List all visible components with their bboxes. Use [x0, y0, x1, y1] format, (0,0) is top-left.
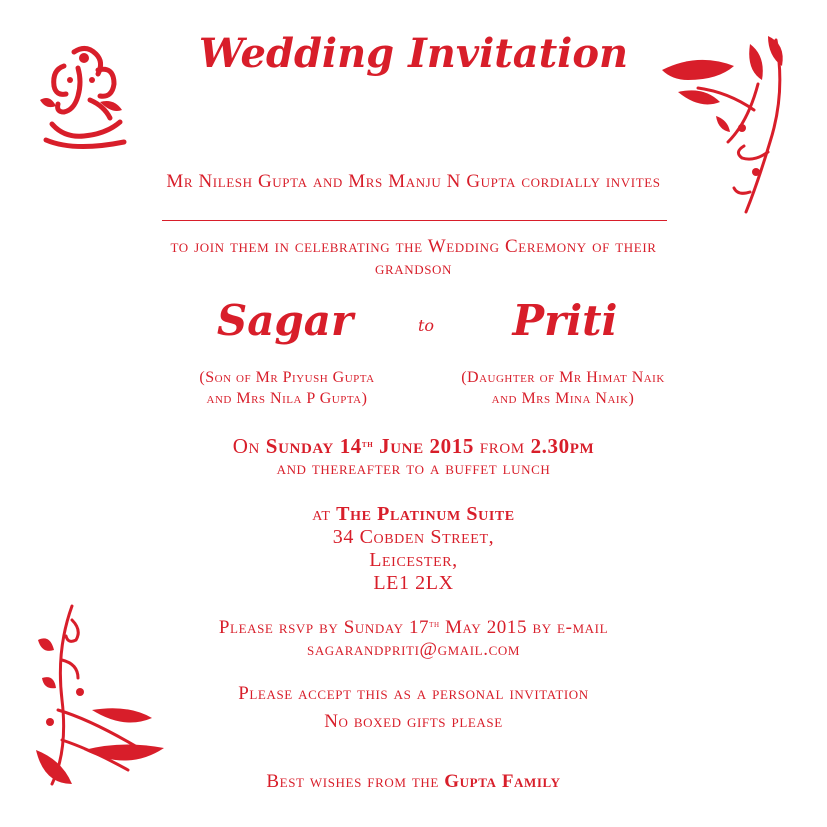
venue-street: 34 Cobden Street, — [332, 526, 495, 548]
rsvp-day-suffix: th — [429, 619, 440, 630]
date-prefix: On — [232, 434, 260, 458]
connector-text: to — [417, 316, 435, 335]
venue-postcode: LE1 2LX — [373, 572, 454, 594]
rsvp-email: sagarandpriti@gmail.com — [306, 639, 520, 660]
rsvp-line: Please rsvp by Sunday 17th May 2015 by e-mail — [218, 617, 609, 638]
invitation-title: Wedding Invitation — [198, 30, 629, 77]
name-divider — [162, 220, 667, 221]
venue-prefix: at — [312, 503, 331, 525]
venue-city: Leicester, — [369, 549, 458, 571]
bride-name: Priti — [512, 296, 618, 345]
closing-prefix: Best wishes from the — [266, 771, 439, 792]
join-line-2: grandson — [374, 258, 453, 279]
closing-family: Gupta Family — [444, 771, 561, 792]
join-line-1: to join them in celebrating the Wedding Ceremony of their — [170, 236, 657, 257]
groom-parents-line-1: (Son of Mr Piyush Gupta — [199, 369, 375, 386]
personal-invitation-note: Please accept this as a personal invitation — [238, 683, 589, 704]
date-day-suffix: th — [361, 439, 374, 450]
venue-line — [0, 504, 827, 524]
date-line — [0, 436, 827, 457]
venue-name: The Platinum Suite — [336, 503, 515, 525]
groom-parents-line-2: and Mrs Nila P Gupta) — [206, 390, 368, 407]
hosts-line: Mr Nilesh Gupta and Mrs Manju N Gupta cordially invites — [166, 171, 661, 192]
closing-line — [0, 772, 827, 791]
date-time: 2.30pm — [530, 434, 595, 458]
gifts-note: No boxed gifts please — [324, 711, 503, 732]
groom-parents — [152, 367, 422, 409]
date-from: from — [479, 434, 525, 458]
date-line-2: and thereafter to a buffet lunch — [276, 458, 551, 479]
bride-parents-line-1: (Daughter of Mr Himat Naik — [461, 369, 665, 386]
date-day: Sunday 14th June 2015 — [265, 434, 474, 458]
bride-parents-line-2: and Mrs Mina Naik) — [491, 390, 635, 407]
bride-parents — [428, 367, 698, 409]
groom-name: Sagar — [216, 296, 354, 345]
